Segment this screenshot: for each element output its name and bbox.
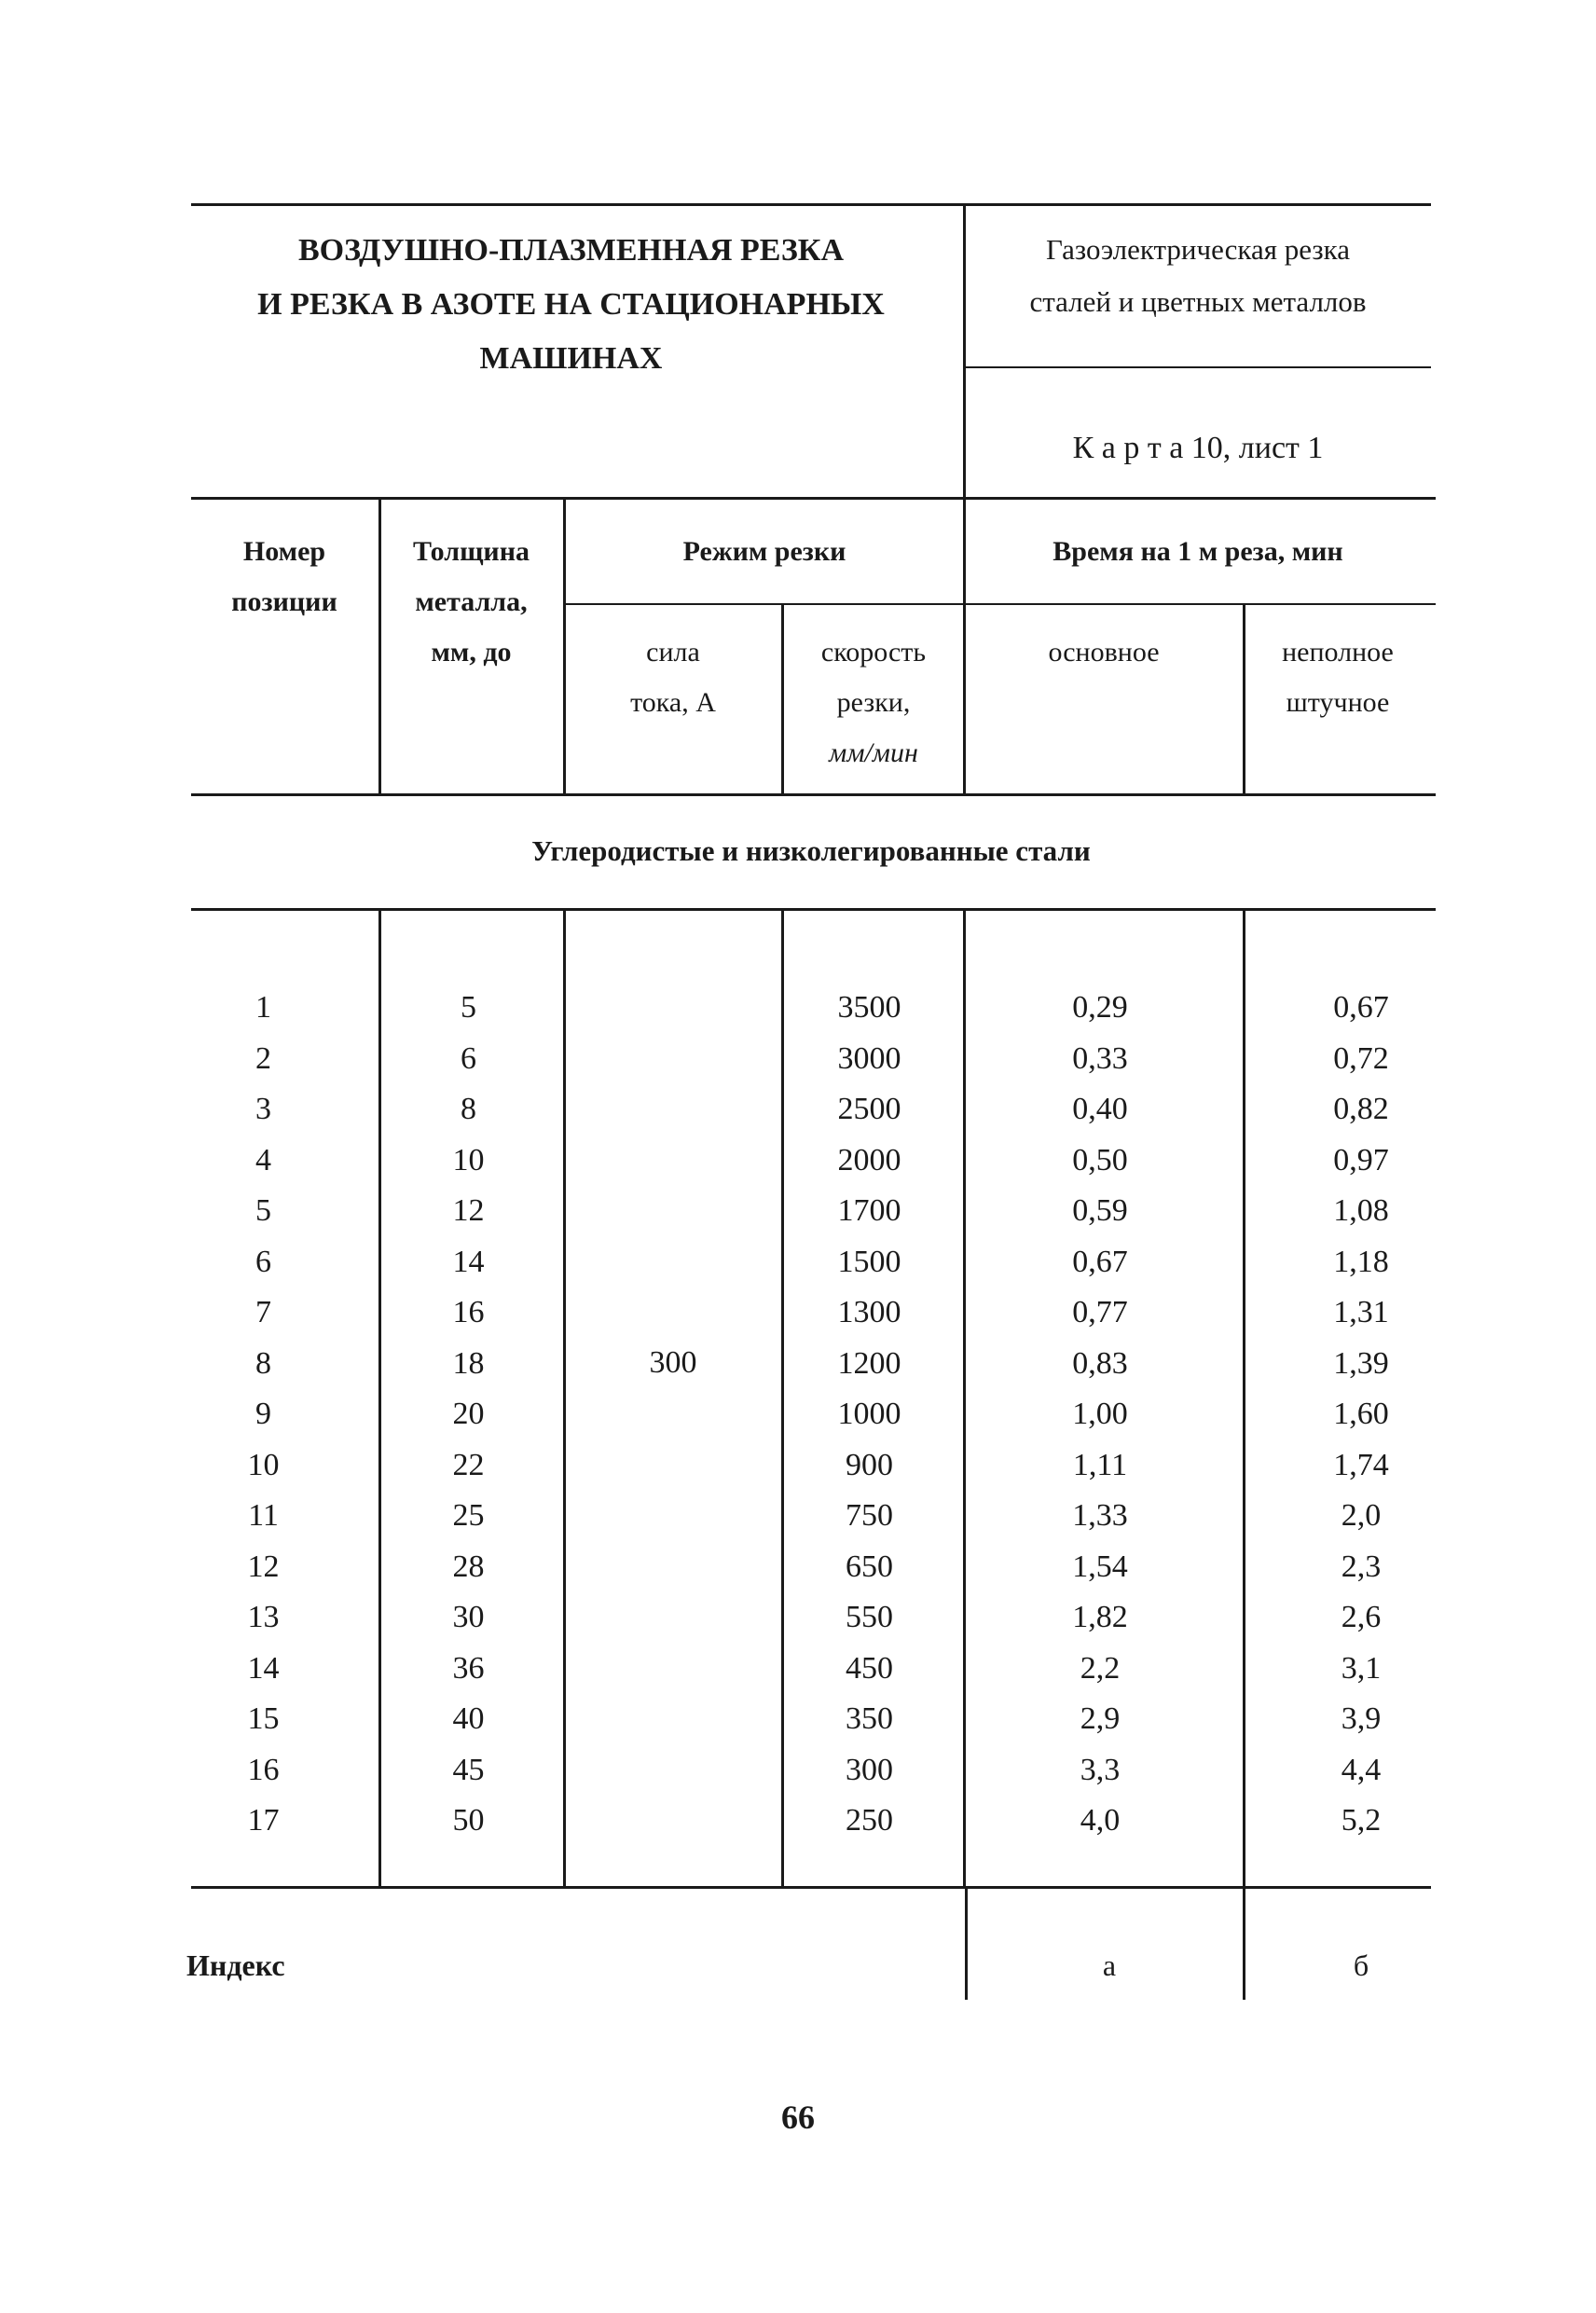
table-cell: 18 [452, 1345, 485, 1381]
table-cell: 10 [247, 1447, 280, 1482]
table-cell: 3,1 [1341, 1650, 1382, 1686]
table-cell: 450 [846, 1650, 893, 1686]
table-cell: 8 [255, 1345, 271, 1381]
table-cell: 3,3 [1080, 1752, 1121, 1787]
table-cell: 0,29 [1072, 990, 1128, 1025]
header-position-line-2: позиции [231, 586, 337, 617]
subtitle-line-1: Газоэлектрическая резка [1046, 233, 1350, 266]
column-position [191, 983, 336, 1847]
table-cell: 5 [461, 990, 476, 1025]
table-cell: 15 [247, 1701, 280, 1736]
column-thickness [392, 983, 545, 1847]
table-cell: 1,39 [1333, 1345, 1389, 1381]
table-cell: 20 [452, 1397, 485, 1431]
table-cell: 4 [255, 1142, 271, 1177]
header-mode: Режим резки [682, 536, 846, 567]
document-subtitle [965, 224, 1431, 328]
table-cell: 3 [255, 1092, 271, 1126]
table-cell: 250 [846, 1803, 893, 1838]
table-cell: 1,18 [1333, 1244, 1389, 1279]
karta-rule [965, 366, 1431, 368]
header-current-line-2: тока, А [630, 687, 716, 718]
table-cell: 1200 [837, 1345, 901, 1381]
table-cell: 2,2 [1080, 1650, 1121, 1686]
body-col-rule-1 [378, 908, 381, 1887]
column-main-time [1016, 983, 1184, 1847]
table-cell: 1,00 [1072, 1397, 1128, 1431]
table-cell: 300 [846, 1752, 893, 1787]
header-time: Время на 1 м реза, мин [1053, 536, 1343, 567]
table-cell: 13 [247, 1600, 280, 1634]
table-cell: 0,59 [1072, 1193, 1128, 1228]
table-cell: 0,67 [1072, 1244, 1128, 1279]
title-line-3: МАШИНАХ [479, 341, 663, 376]
table-cell: 1,33 [1072, 1498, 1128, 1533]
column-current [565, 1338, 781, 1389]
body-col-rule-2 [563, 908, 566, 1887]
table-cell: 25 [452, 1498, 485, 1533]
table-cell: 16 [247, 1752, 280, 1787]
header-position [191, 527, 378, 627]
column-partial-time [1277, 983, 1445, 1847]
table-cell: 30 [452, 1600, 485, 1634]
table-cell: 3000 [837, 1040, 901, 1076]
index-label: Индекс [186, 1948, 285, 1982]
table-cell: 50 [452, 1803, 485, 1838]
table-cell: 40 [452, 1701, 485, 1736]
index-rule-2 [1243, 1886, 1245, 2000]
table-cell: 900 [846, 1447, 893, 1482]
header-main-time: основное [1048, 637, 1160, 668]
body-col-rule-3 [781, 908, 784, 1887]
title-line-1: ВОЗДУШНО-ПЛАЗМЕННАЯ РЕЗКА [297, 233, 845, 268]
body-col-rule-4 [963, 908, 966, 1887]
header-speed [783, 627, 964, 778]
header-partial-line-2: штучное [1286, 687, 1390, 718]
section-title: Углеродистые и низколегированные стали [531, 834, 1091, 867]
header-thickness-line-1: Толщина [413, 536, 530, 567]
table-cell: 14 [247, 1650, 280, 1686]
body-col-rule-5 [1243, 908, 1245, 1887]
header-speed-line-2: резки, [836, 687, 911, 718]
header-mid-rule [566, 603, 1436, 605]
title-line-2: И РЕЗКА В АЗОТЕ НА СТАЦИОНАРНЫХ [257, 287, 885, 322]
page-number: 66 [781, 2099, 815, 2136]
table-cell: 5 [255, 1193, 271, 1228]
table-cell: 6 [461, 1040, 476, 1076]
table-cell: 5,2 [1341, 1803, 1382, 1838]
table-cell: 28 [452, 1549, 485, 1584]
header-thickness-line-2: металла, [415, 586, 528, 617]
table-cell: 0,83 [1072, 1345, 1128, 1381]
table-cell: 550 [846, 1600, 893, 1634]
table-cell: 0,72 [1333, 1040, 1389, 1076]
table-cell: 0,97 [1333, 1142, 1389, 1177]
document-title [191, 224, 951, 386]
header-partial-line-1: неполное [1282, 637, 1394, 668]
table-cell: 3,9 [1341, 1701, 1382, 1736]
header-partial-time [1245, 627, 1431, 728]
table-cell: 9 [255, 1397, 271, 1431]
table-cell: 12 [247, 1549, 280, 1584]
table-cell: 1,54 [1072, 1549, 1128, 1584]
table-cell: 1,08 [1333, 1193, 1389, 1228]
table-cell: 36 [452, 1650, 485, 1686]
top-rule [191, 203, 1431, 206]
table-cell: 0,77 [1072, 1295, 1128, 1329]
table-cell: 17 [247, 1803, 280, 1838]
index-value-b: б [1353, 1948, 1369, 1982]
table-cell: 8 [461, 1092, 476, 1126]
table-cell: 750 [846, 1498, 893, 1533]
table-cell: 0,50 [1072, 1142, 1128, 1177]
table-cell: 10 [452, 1142, 485, 1177]
table-cell: 2500 [837, 1092, 901, 1126]
table-cell: 0,40 [1072, 1092, 1128, 1126]
table-cell: 2,6 [1341, 1600, 1382, 1634]
table-cell: 650 [846, 1549, 893, 1584]
column-speed [792, 983, 946, 1847]
table-cell: 3500 [837, 990, 901, 1025]
table-cell: 4,0 [1080, 1803, 1121, 1838]
header-current-line-1: сила [646, 637, 700, 668]
table-cell: 2,3 [1341, 1549, 1382, 1584]
header-current [565, 627, 781, 728]
table-cell: 22 [452, 1447, 485, 1482]
subtitle-line-2: сталей и цветных металлов [1029, 285, 1367, 318]
table-cell: 2000 [837, 1142, 901, 1177]
table-cell: 1,11 [1072, 1447, 1128, 1482]
table-cell-current: 300 [649, 1345, 697, 1380]
header-thickness [380, 527, 562, 678]
table-cell: 45 [452, 1752, 485, 1787]
table-cell: 12 [452, 1193, 485, 1228]
table-cell: 0,82 [1333, 1092, 1389, 1126]
table-cell: 1,60 [1333, 1397, 1389, 1431]
table-cell: 2 [255, 1040, 271, 1076]
table-cell: 16 [452, 1295, 485, 1329]
table-cell: 14 [452, 1244, 485, 1279]
table-cell: 1 [255, 990, 271, 1025]
table-cell: 1,31 [1333, 1295, 1389, 1329]
header-position-line-1: Номер [242, 536, 326, 567]
table-cell: 6 [255, 1244, 271, 1279]
table-cell: 1300 [837, 1295, 901, 1329]
table-cell: 350 [846, 1701, 893, 1736]
table-cell: 1500 [837, 1244, 901, 1279]
table-cell: 0,67 [1333, 990, 1389, 1025]
header-speed-line-1: скорость [820, 637, 927, 668]
table-cell: 2,9 [1080, 1701, 1121, 1736]
table-cell: 1700 [837, 1193, 901, 1228]
header-thickness-line-3: мм, до [431, 637, 512, 668]
table-cell: 7 [255, 1295, 271, 1329]
table-cell: 1,74 [1333, 1447, 1389, 1482]
table-cell: 1,82 [1072, 1600, 1128, 1634]
index-rule-1 [965, 1886, 968, 2000]
header-speed-line-3: мм/мин [829, 737, 918, 768]
table-cell: 1000 [837, 1397, 901, 1431]
table-cell: 4,4 [1341, 1752, 1382, 1787]
table-cell: 11 [248, 1498, 279, 1533]
table-cell: 0,33 [1072, 1040, 1128, 1076]
table-cell: 2,0 [1341, 1498, 1382, 1533]
karta-label: К а р т а 10, лист 1 [1072, 431, 1324, 465]
index-value-a: а [1102, 1948, 1117, 1982]
